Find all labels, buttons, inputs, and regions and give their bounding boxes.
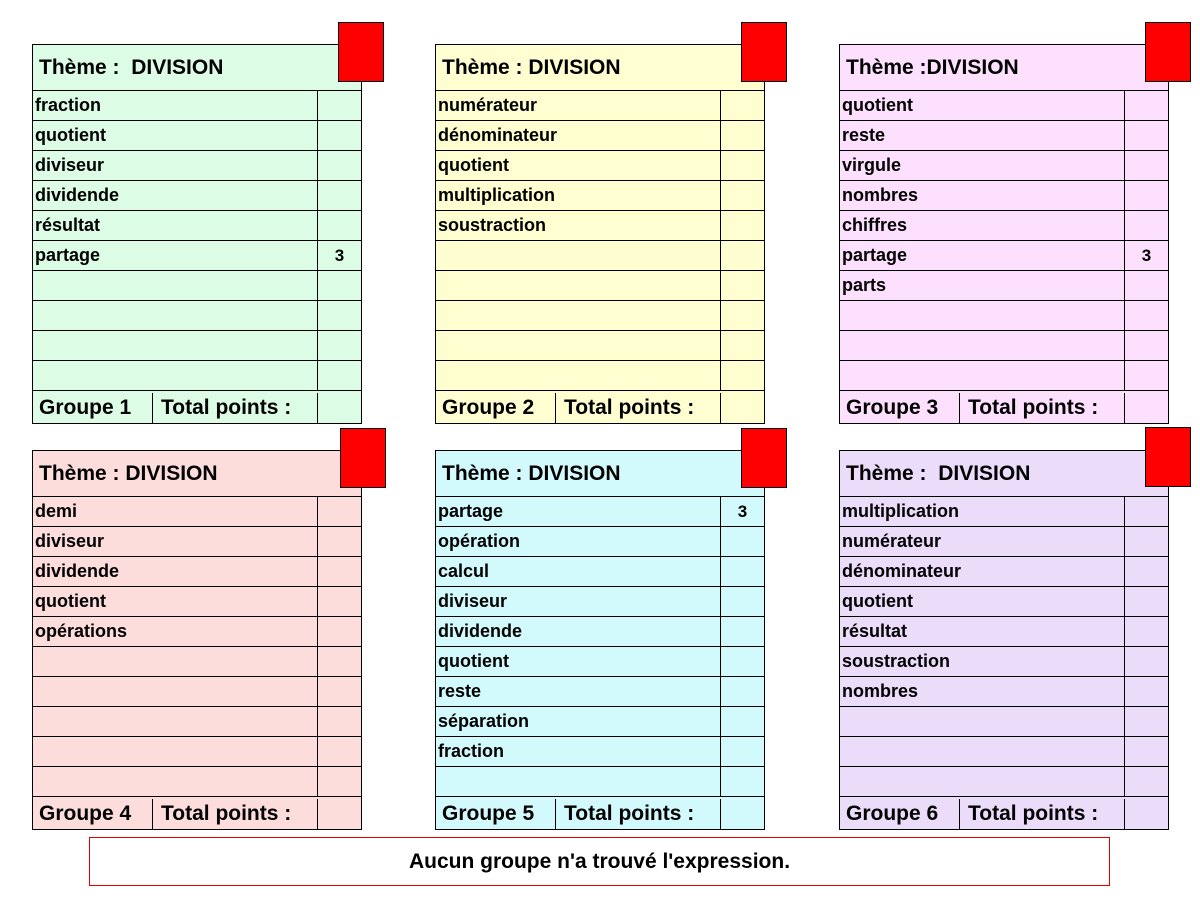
theme-label: Thème :	[442, 56, 523, 79]
word-row	[33, 361, 361, 391]
points-cell	[317, 211, 361, 240]
word-row	[436, 121, 764, 151]
word-cell: multiplication	[842, 501, 959, 521]
points-cell	[1124, 121, 1168, 150]
word-row	[33, 121, 361, 151]
word-row	[33, 331, 361, 361]
word-row	[436, 557, 764, 587]
card-header	[840, 451, 1168, 497]
points-cell	[317, 497, 361, 526]
word-cell: reste	[438, 681, 482, 701]
card-footer	[840, 799, 1168, 829]
points-cell	[720, 557, 764, 586]
points-cell	[720, 677, 764, 706]
group-label: Groupe 4	[33, 799, 153, 829]
total-points-label: Total points :	[161, 802, 292, 825]
points-cell	[317, 301, 361, 330]
group-card-1	[32, 44, 362, 424]
theme-value: DIVISION	[528, 56, 621, 79]
word-row	[33, 271, 361, 301]
word-row	[436, 331, 764, 361]
points-cell	[720, 331, 764, 360]
points-cell: 3	[1124, 241, 1168, 270]
word-row	[436, 151, 764, 181]
group-card-5	[435, 450, 765, 830]
word-row	[33, 527, 361, 557]
word-row	[33, 737, 361, 767]
word-cell: parts	[842, 275, 887, 295]
points-cell	[720, 91, 764, 120]
group-card-4	[32, 450, 362, 830]
points-cell	[1124, 211, 1168, 240]
card-header	[840, 45, 1168, 91]
points-cell	[1124, 767, 1168, 796]
points-cell	[317, 331, 361, 360]
word-cell: quotient	[842, 95, 913, 115]
points-cell	[720, 361, 764, 390]
card-footer	[436, 799, 764, 829]
word-row	[840, 587, 1168, 617]
word-row	[840, 121, 1168, 151]
theme-value: DIVISION	[125, 462, 218, 485]
points-cell	[720, 301, 764, 330]
word-cell: dividende	[35, 561, 120, 581]
points-cell	[1124, 91, 1168, 120]
word-row	[33, 497, 361, 527]
red-flag-marker	[338, 22, 384, 82]
group-card-3	[839, 44, 1169, 424]
points-cell	[317, 121, 361, 150]
word-cell: partage	[842, 245, 908, 265]
word-cell: numérateur	[438, 95, 538, 115]
theme-value: DIVISION	[131, 56, 224, 79]
word-row	[436, 91, 764, 121]
card-footer	[33, 799, 361, 829]
word-row	[33, 211, 361, 241]
word-row	[840, 301, 1168, 331]
total-points-box	[317, 393, 361, 423]
word-row	[436, 241, 764, 271]
word-row	[33, 647, 361, 677]
word-cell: résultat	[842, 621, 908, 641]
red-flag-marker	[1145, 22, 1191, 82]
word-row	[840, 271, 1168, 301]
points-cell	[317, 677, 361, 706]
points-cell	[720, 271, 764, 300]
card-header	[33, 45, 361, 91]
word-cell: quotient	[438, 651, 509, 671]
word-row	[33, 91, 361, 121]
word-cell: demi	[35, 501, 78, 521]
points-cell	[1124, 181, 1168, 210]
total-points-label: Total points :	[564, 802, 695, 825]
word-row	[33, 557, 361, 587]
word-row	[33, 301, 361, 331]
word-cell: diviseur	[35, 531, 105, 551]
word-row	[33, 617, 361, 647]
points-cell	[720, 527, 764, 556]
word-row	[436, 587, 764, 617]
word-cell: nombres	[842, 185, 919, 205]
points-cell	[317, 151, 361, 180]
points-cell	[1124, 737, 1168, 766]
word-row	[840, 767, 1168, 797]
points-cell	[720, 211, 764, 240]
total-points-box	[720, 393, 764, 423]
points-cell	[317, 707, 361, 736]
word-cell: virgule	[842, 155, 902, 175]
points-cell	[1124, 647, 1168, 676]
word-cell: quotient	[35, 125, 106, 145]
red-flag-marker	[1145, 427, 1191, 487]
word-cell: quotient	[35, 591, 106, 611]
word-cell: dividende	[35, 185, 120, 205]
word-row	[33, 151, 361, 181]
word-row	[840, 497, 1168, 527]
word-list	[436, 497, 764, 797]
word-row	[33, 767, 361, 797]
total-points-label: Total points :	[161, 396, 292, 419]
group-label: Groupe 5	[436, 799, 556, 829]
card-footer	[436, 393, 764, 423]
points-cell	[1124, 301, 1168, 330]
word-row	[436, 617, 764, 647]
word-cell: opérations	[35, 621, 128, 641]
word-row	[840, 91, 1168, 121]
points-cell	[1124, 707, 1168, 736]
word-row	[436, 677, 764, 707]
word-list	[33, 91, 361, 391]
word-cell: quotient	[438, 155, 509, 175]
word-row	[840, 527, 1168, 557]
total-points-label: Total points :	[968, 396, 1099, 419]
word-cell: soustraction	[438, 215, 547, 235]
word-cell: numérateur	[842, 531, 942, 551]
theme-value: DIVISION	[926, 56, 1019, 79]
total-points-label: Total points :	[564, 396, 695, 419]
total-points-box	[1124, 799, 1168, 829]
word-row	[840, 647, 1168, 677]
word-row	[840, 737, 1168, 767]
word-row	[840, 331, 1168, 361]
word-row	[436, 527, 764, 557]
total-points-box	[1124, 393, 1168, 423]
points-cell	[317, 361, 361, 390]
points-cell	[317, 737, 361, 766]
points-cell	[1124, 557, 1168, 586]
points-cell	[1124, 331, 1168, 360]
word-list	[840, 91, 1168, 391]
word-cell: multiplication	[438, 185, 555, 205]
theme-label: Thème :	[846, 462, 927, 485]
points-cell	[317, 587, 361, 616]
word-cell: reste	[842, 125, 886, 145]
red-flag-marker	[741, 428, 787, 488]
word-cell: diviseur	[438, 591, 508, 611]
word-row	[840, 617, 1168, 647]
word-row	[840, 707, 1168, 737]
word-row	[436, 737, 764, 767]
word-row	[840, 677, 1168, 707]
word-row	[436, 707, 764, 737]
word-row	[33, 241, 361, 271]
word-row	[436, 767, 764, 797]
group-label: Groupe 6	[840, 799, 960, 829]
points-cell	[317, 647, 361, 676]
word-cell: opération	[438, 531, 521, 551]
red-flag-marker	[741, 22, 787, 82]
theme-label: Thème :	[39, 56, 120, 79]
total-points-box	[317, 799, 361, 829]
word-row	[436, 647, 764, 677]
points-cell	[317, 617, 361, 646]
total-points-label: Total points :	[968, 802, 1099, 825]
points-cell	[720, 737, 764, 766]
group-card-2	[435, 44, 765, 424]
points-cell	[720, 617, 764, 646]
word-cell: résultat	[35, 215, 101, 235]
word-row	[436, 181, 764, 211]
points-cell: 3	[317, 241, 361, 270]
total-points-box	[720, 799, 764, 829]
theme-label: Thème :	[39, 462, 120, 485]
word-row	[840, 181, 1168, 211]
word-row	[436, 301, 764, 331]
word-cell: séparation	[438, 711, 530, 731]
theme-label: Thème :	[846, 56, 927, 79]
word-row	[840, 557, 1168, 587]
points-cell	[720, 647, 764, 676]
points-cell	[720, 767, 764, 796]
card-footer	[33, 393, 361, 423]
theme-label: Thème :	[442, 462, 523, 485]
word-cell: fraction	[35, 95, 102, 115]
group-label: Groupe 2	[436, 393, 556, 423]
word-row	[840, 211, 1168, 241]
word-list	[436, 91, 764, 391]
group-label: Groupe 1	[33, 393, 153, 423]
word-row	[33, 587, 361, 617]
points-cell	[317, 271, 361, 300]
points-cell	[317, 91, 361, 120]
word-list	[33, 497, 361, 797]
word-list	[840, 497, 1168, 797]
word-row	[33, 181, 361, 211]
points-cell	[1124, 151, 1168, 180]
word-cell: nombres	[842, 681, 919, 701]
points-cell	[1124, 527, 1168, 556]
word-cell: partage	[438, 501, 504, 521]
points-cell	[317, 767, 361, 796]
card-header	[436, 45, 764, 91]
points-cell: 3	[720, 497, 764, 526]
word-cell: fraction	[438, 741, 505, 761]
theme-value: DIVISION	[528, 462, 621, 485]
theme-value: DIVISION	[938, 462, 1031, 485]
group-label: Groupe 3	[840, 393, 960, 423]
word-row	[436, 361, 764, 391]
points-cell	[720, 121, 764, 150]
word-cell: diviseur	[35, 155, 105, 175]
group-card-6	[839, 450, 1169, 830]
word-cell: partage	[35, 245, 101, 265]
points-cell	[317, 557, 361, 586]
word-cell: dénominateur	[842, 561, 962, 581]
card-footer	[840, 393, 1168, 423]
word-row	[436, 271, 764, 301]
word-row	[840, 361, 1168, 391]
points-cell	[1124, 587, 1168, 616]
word-row	[436, 211, 764, 241]
word-row	[436, 497, 764, 527]
word-row	[840, 241, 1168, 271]
word-cell: quotient	[842, 591, 913, 611]
points-cell	[317, 181, 361, 210]
word-row	[33, 677, 361, 707]
points-cell	[720, 241, 764, 270]
word-row	[840, 151, 1168, 181]
points-cell	[1124, 677, 1168, 706]
points-cell	[720, 707, 764, 736]
result-banner: Aucun groupe n'a trouvé l'expression.	[89, 837, 1110, 886]
card-header	[33, 451, 361, 497]
word-cell: dividende	[438, 621, 523, 641]
word-cell: calcul	[438, 561, 490, 581]
word-cell: soustraction	[842, 651, 951, 671]
points-cell	[720, 181, 764, 210]
word-cell: chiffres	[842, 215, 908, 235]
word-row	[33, 707, 361, 737]
points-cell	[1124, 497, 1168, 526]
points-cell	[720, 151, 764, 180]
card-header	[436, 451, 764, 497]
points-cell	[1124, 617, 1168, 646]
word-cell: dénominateur	[438, 125, 558, 145]
points-cell	[1124, 361, 1168, 390]
points-cell	[720, 587, 764, 616]
points-cell	[1124, 271, 1168, 300]
points-cell	[317, 527, 361, 556]
red-flag-marker	[340, 428, 386, 488]
